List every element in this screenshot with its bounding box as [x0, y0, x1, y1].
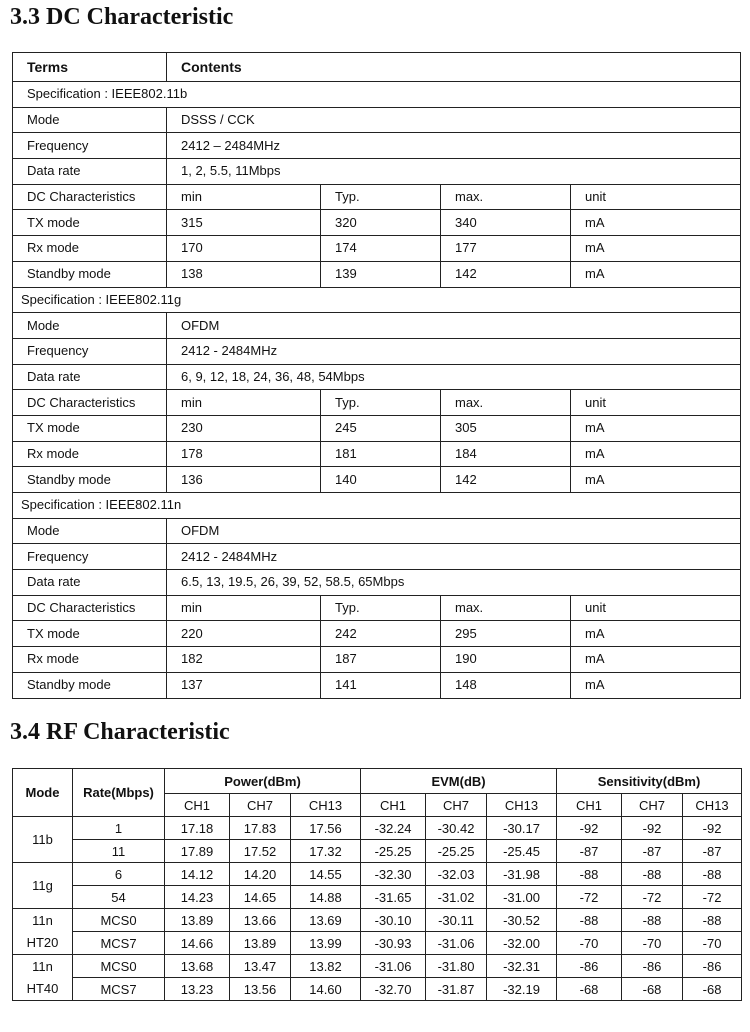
dc-row-label: TX mode: [13, 415, 167, 441]
rf-value: 17.89: [165, 840, 230, 863]
dc-value: 138: [167, 261, 321, 287]
rf-value: -30.10: [361, 909, 426, 932]
rate-cell: 1: [73, 817, 165, 840]
mode-header: Mode: [13, 769, 73, 817]
data-rate-label: Data rate: [13, 364, 167, 390]
rf-value: -87: [557, 840, 622, 863]
dc-data-row: [13, 441, 741, 467]
rf-value: -86: [622, 955, 683, 978]
rf-value: -32.70: [361, 978, 426, 1001]
rf-value: -31.02: [426, 886, 487, 909]
dc-header-row: [13, 53, 741, 82]
dc-col-header: max.: [441, 184, 571, 210]
mode-cell: 11n: [13, 909, 73, 932]
dc-col-header: min: [167, 184, 321, 210]
data-rate-label: Data rate: [13, 570, 167, 596]
dc-value: 320: [321, 210, 441, 236]
rate-cell: 54: [73, 886, 165, 909]
dc-columns-row: [13, 184, 741, 210]
dc-row-label: Standby mode: [13, 261, 167, 287]
rf-value: 13.47: [230, 955, 291, 978]
dc-col-header: max.: [441, 595, 571, 621]
rf-value: -68: [683, 978, 742, 1001]
dc-value: 340: [441, 210, 571, 236]
dc-columns-row: [13, 595, 741, 621]
mode-row: [13, 107, 741, 133]
mode-value: OFDM: [167, 518, 741, 544]
dc-value: 140: [321, 467, 441, 493]
rate-cell: 11: [73, 840, 165, 863]
dc-value: 181: [321, 441, 441, 467]
rate-cell: 6: [73, 863, 165, 886]
dc-col-header: Typ.: [321, 184, 441, 210]
mode-value: OFDM: [167, 313, 741, 339]
dc-value: 245: [321, 415, 441, 441]
dc-data-row: [13, 415, 741, 441]
dc-value: 141: [321, 672, 441, 698]
mode-cell: 11b: [13, 817, 73, 863]
rf-value: 14.60: [291, 978, 361, 1001]
dc-heading: 3.3 DC Characteristic: [10, 4, 234, 30]
dc-row-label: TX mode: [13, 210, 167, 236]
rf-value: -30.52: [487, 909, 557, 932]
rf-value: -70: [557, 932, 622, 955]
dc-row-label: Standby mode: [13, 672, 167, 698]
rf-value: -25.25: [361, 840, 426, 863]
dc-row-label: Rx mode: [13, 647, 167, 673]
data-rate-label: Data rate: [13, 159, 167, 185]
rf-heading: 3.4 RF Characteristic: [10, 719, 230, 745]
frequency-label: Frequency: [13, 338, 167, 364]
dc-value: 177: [441, 236, 571, 262]
power-header: Power(dBm): [165, 769, 361, 794]
rf-value: -72: [557, 886, 622, 909]
mode-row: [13, 518, 741, 544]
rf-value: -88: [683, 909, 742, 932]
evm-header: EVM(dB): [361, 769, 557, 794]
dc-value: 142: [441, 261, 571, 287]
rf-value: 14.12: [165, 863, 230, 886]
rf-value: -72: [622, 886, 683, 909]
dc-value: 295: [441, 621, 571, 647]
dc-data-row: [13, 672, 741, 698]
dc-col-header: Typ.: [321, 390, 441, 416]
spec-row: [13, 82, 741, 108]
dc-value: 142: [441, 467, 571, 493]
rf-value: -31.80: [426, 955, 487, 978]
rate-header: Rate(Mbps): [73, 769, 165, 817]
rf-value: -30.11: [426, 909, 487, 932]
rf-value: -31.65: [361, 886, 426, 909]
rf-data-row: [13, 863, 742, 886]
rf-value: -86: [557, 955, 622, 978]
mode-cell: HT20: [13, 932, 73, 955]
dc-data-row: [13, 261, 741, 287]
channel-header: CH7: [426, 794, 487, 817]
dc-col-header: min: [167, 390, 321, 416]
dc-value: 136: [167, 467, 321, 493]
rf-data-row: [13, 817, 742, 840]
rf-value: 14.65: [230, 886, 291, 909]
dc-value: 174: [321, 236, 441, 262]
rf-value: -32.24: [361, 817, 426, 840]
rf-data-row: [13, 955, 742, 978]
rf-value: -92: [683, 817, 742, 840]
frequency-label: Frequency: [13, 133, 167, 159]
rf-value: -30.17: [487, 817, 557, 840]
channel-header: CH1: [361, 794, 426, 817]
dc-col-header: DC Characteristics: [13, 390, 167, 416]
channel-header: CH1: [557, 794, 622, 817]
rate-cell: MCS0: [73, 955, 165, 978]
rf-data-row: [13, 909, 742, 932]
mode-label: Mode: [13, 107, 167, 133]
dc-value: 190: [441, 647, 571, 673]
channel-header: CH13: [487, 794, 557, 817]
mode-cell: HT40: [13, 978, 73, 1001]
dc-value: 305: [441, 415, 571, 441]
mode-value: DSSS / CCK: [167, 107, 741, 133]
dc-value: 230: [167, 415, 321, 441]
data-rate-row: [13, 364, 741, 390]
rf-value: -68: [622, 978, 683, 1001]
terms-header: Terms: [13, 53, 167, 82]
dc-col-header: unit: [571, 595, 741, 621]
dc-col-header: Typ.: [321, 595, 441, 621]
rf-value: -32.00: [487, 932, 557, 955]
rf-value: -72: [683, 886, 742, 909]
rf-value: -87: [683, 840, 742, 863]
dc-row-label: Rx mode: [13, 441, 167, 467]
channel-header: CH7: [230, 794, 291, 817]
dc-value: mA: [571, 647, 741, 673]
frequency-label: Frequency: [13, 544, 167, 570]
dc-col-header: DC Characteristics: [13, 595, 167, 621]
dc-value: mA: [571, 261, 741, 287]
mode-cell: 11g: [13, 863, 73, 909]
rf-value: -32.03: [426, 863, 487, 886]
rf-value: 14.23: [165, 886, 230, 909]
rf-value: -88: [622, 909, 683, 932]
mode-cell: 11n: [13, 955, 73, 978]
rf-group-header-row: [13, 769, 742, 794]
rf-value: -87: [622, 840, 683, 863]
dc-value: 178: [167, 441, 321, 467]
dc-value: mA: [571, 672, 741, 698]
rf-value: -32.19: [487, 978, 557, 1001]
rf-data-row: [13, 978, 742, 1001]
data-rate-row: [13, 159, 741, 185]
rf-value: -25.25: [426, 840, 487, 863]
dc-value: mA: [571, 441, 741, 467]
rf-value: -32.30: [361, 863, 426, 886]
dc-data-row: [13, 621, 741, 647]
mode-label: Mode: [13, 313, 167, 339]
rf-value: 13.56: [230, 978, 291, 1001]
data-rate-row: [13, 570, 741, 596]
rf-value: 17.32: [291, 840, 361, 863]
dc-col-header: DC Characteristics: [13, 184, 167, 210]
rf-value: 17.52: [230, 840, 291, 863]
rf-value: -31.06: [361, 955, 426, 978]
data-rate-value: 1, 2, 5.5, 11Mbps: [167, 159, 741, 185]
rf-value: 14.66: [165, 932, 230, 955]
rf-value: -88: [683, 863, 742, 886]
spec-label: Specification : IEEE802.11n: [13, 493, 741, 519]
rf-value: 13.82: [291, 955, 361, 978]
dc-characteristic-table: [12, 52, 741, 699]
rate-cell: MCS7: [73, 978, 165, 1001]
dc-value: 148: [441, 672, 571, 698]
rf-value: 13.99: [291, 932, 361, 955]
spec-row: [13, 493, 741, 519]
dc-row-label: Standby mode: [13, 467, 167, 493]
dc-value: mA: [571, 467, 741, 493]
rf-value: 13.66: [230, 909, 291, 932]
rf-value: -31.98: [487, 863, 557, 886]
mode-label: Mode: [13, 518, 167, 544]
dc-value: mA: [571, 236, 741, 262]
dc-value: 137: [167, 672, 321, 698]
dc-data-row: [13, 467, 741, 493]
data-rate-value: 6, 9, 12, 18, 24, 36, 48, 54Mbps: [167, 364, 741, 390]
dc-value: mA: [571, 415, 741, 441]
dc-data-row: [13, 210, 741, 236]
channel-header: CH13: [291, 794, 361, 817]
spec-label: Specification : IEEE802.11b: [13, 82, 741, 108]
dc-col-header: unit: [571, 184, 741, 210]
rf-value: 14.55: [291, 863, 361, 886]
dc-col-header: max.: [441, 390, 571, 416]
frequency-row: [13, 338, 741, 364]
contents-header: Contents: [167, 53, 741, 82]
rf-value: 14.88: [291, 886, 361, 909]
rf-value: 13.89: [165, 909, 230, 932]
dc-row-label: Rx mode: [13, 236, 167, 262]
dc-data-row: [13, 236, 741, 262]
dc-col-header: min: [167, 595, 321, 621]
rf-value: 13.89: [230, 932, 291, 955]
channel-header: CH7: [622, 794, 683, 817]
dc-col-header: unit: [571, 390, 741, 416]
rf-value: -31.87: [426, 978, 487, 1001]
rf-value: -88: [557, 909, 622, 932]
rf-value: 17.83: [230, 817, 291, 840]
frequency-row: [13, 133, 741, 159]
rate-cell: MCS0: [73, 909, 165, 932]
rf-data-row: [13, 840, 742, 863]
rf-value: -86: [683, 955, 742, 978]
dc-value: 184: [441, 441, 571, 467]
rf-value: -70: [622, 932, 683, 955]
rf-value: -30.93: [361, 932, 426, 955]
sensitivity-header: Sensitivity(dBm): [557, 769, 742, 794]
rf-value: -31.06: [426, 932, 487, 955]
mode-row: [13, 313, 741, 339]
spec-label: Specification : IEEE802.11g: [13, 287, 741, 313]
frequency-row: [13, 544, 741, 570]
frequency-value: 2412 – 2484MHz: [167, 133, 741, 159]
rf-data-row: [13, 886, 742, 909]
rf-value: 17.18: [165, 817, 230, 840]
dc-value: 170: [167, 236, 321, 262]
dc-data-row: [13, 647, 741, 673]
dc-value: mA: [571, 210, 741, 236]
data-rate-value: 6.5, 13, 19.5, 26, 39, 52, 58.5, 65Mbps: [167, 570, 741, 596]
rf-value: 13.69: [291, 909, 361, 932]
rf-value: -88: [622, 863, 683, 886]
dc-value: 242: [321, 621, 441, 647]
rf-value: -31.00: [487, 886, 557, 909]
dc-value: mA: [571, 621, 741, 647]
rate-cell: MCS7: [73, 932, 165, 955]
rf-value: -88: [557, 863, 622, 886]
rf-value: 13.23: [165, 978, 230, 1001]
rf-value: -25.45: [487, 840, 557, 863]
rf-value: -32.31: [487, 955, 557, 978]
channel-header: CH1: [165, 794, 230, 817]
dc-value: 187: [321, 647, 441, 673]
rf-value: -92: [557, 817, 622, 840]
rf-value: -70: [683, 932, 742, 955]
dc-value: 182: [167, 647, 321, 673]
spec-row: [13, 287, 741, 313]
rf-characteristic-table: [12, 768, 742, 1001]
frequency-value: 2412 - 2484MHz: [167, 544, 741, 570]
rf-value: 13.68: [165, 955, 230, 978]
dc-value: 139: [321, 261, 441, 287]
dc-row-label: TX mode: [13, 621, 167, 647]
rf-value: 17.56: [291, 817, 361, 840]
frequency-value: 2412 - 2484MHz: [167, 338, 741, 364]
channel-header: CH13: [683, 794, 742, 817]
rf-data-row: [13, 932, 742, 955]
rf-value: -30.42: [426, 817, 487, 840]
rf-value: 14.20: [230, 863, 291, 886]
dc-value: 315: [167, 210, 321, 236]
rf-value: -68: [557, 978, 622, 1001]
dc-value: 220: [167, 621, 321, 647]
rf-value: -92: [622, 817, 683, 840]
dc-columns-row: [13, 390, 741, 416]
